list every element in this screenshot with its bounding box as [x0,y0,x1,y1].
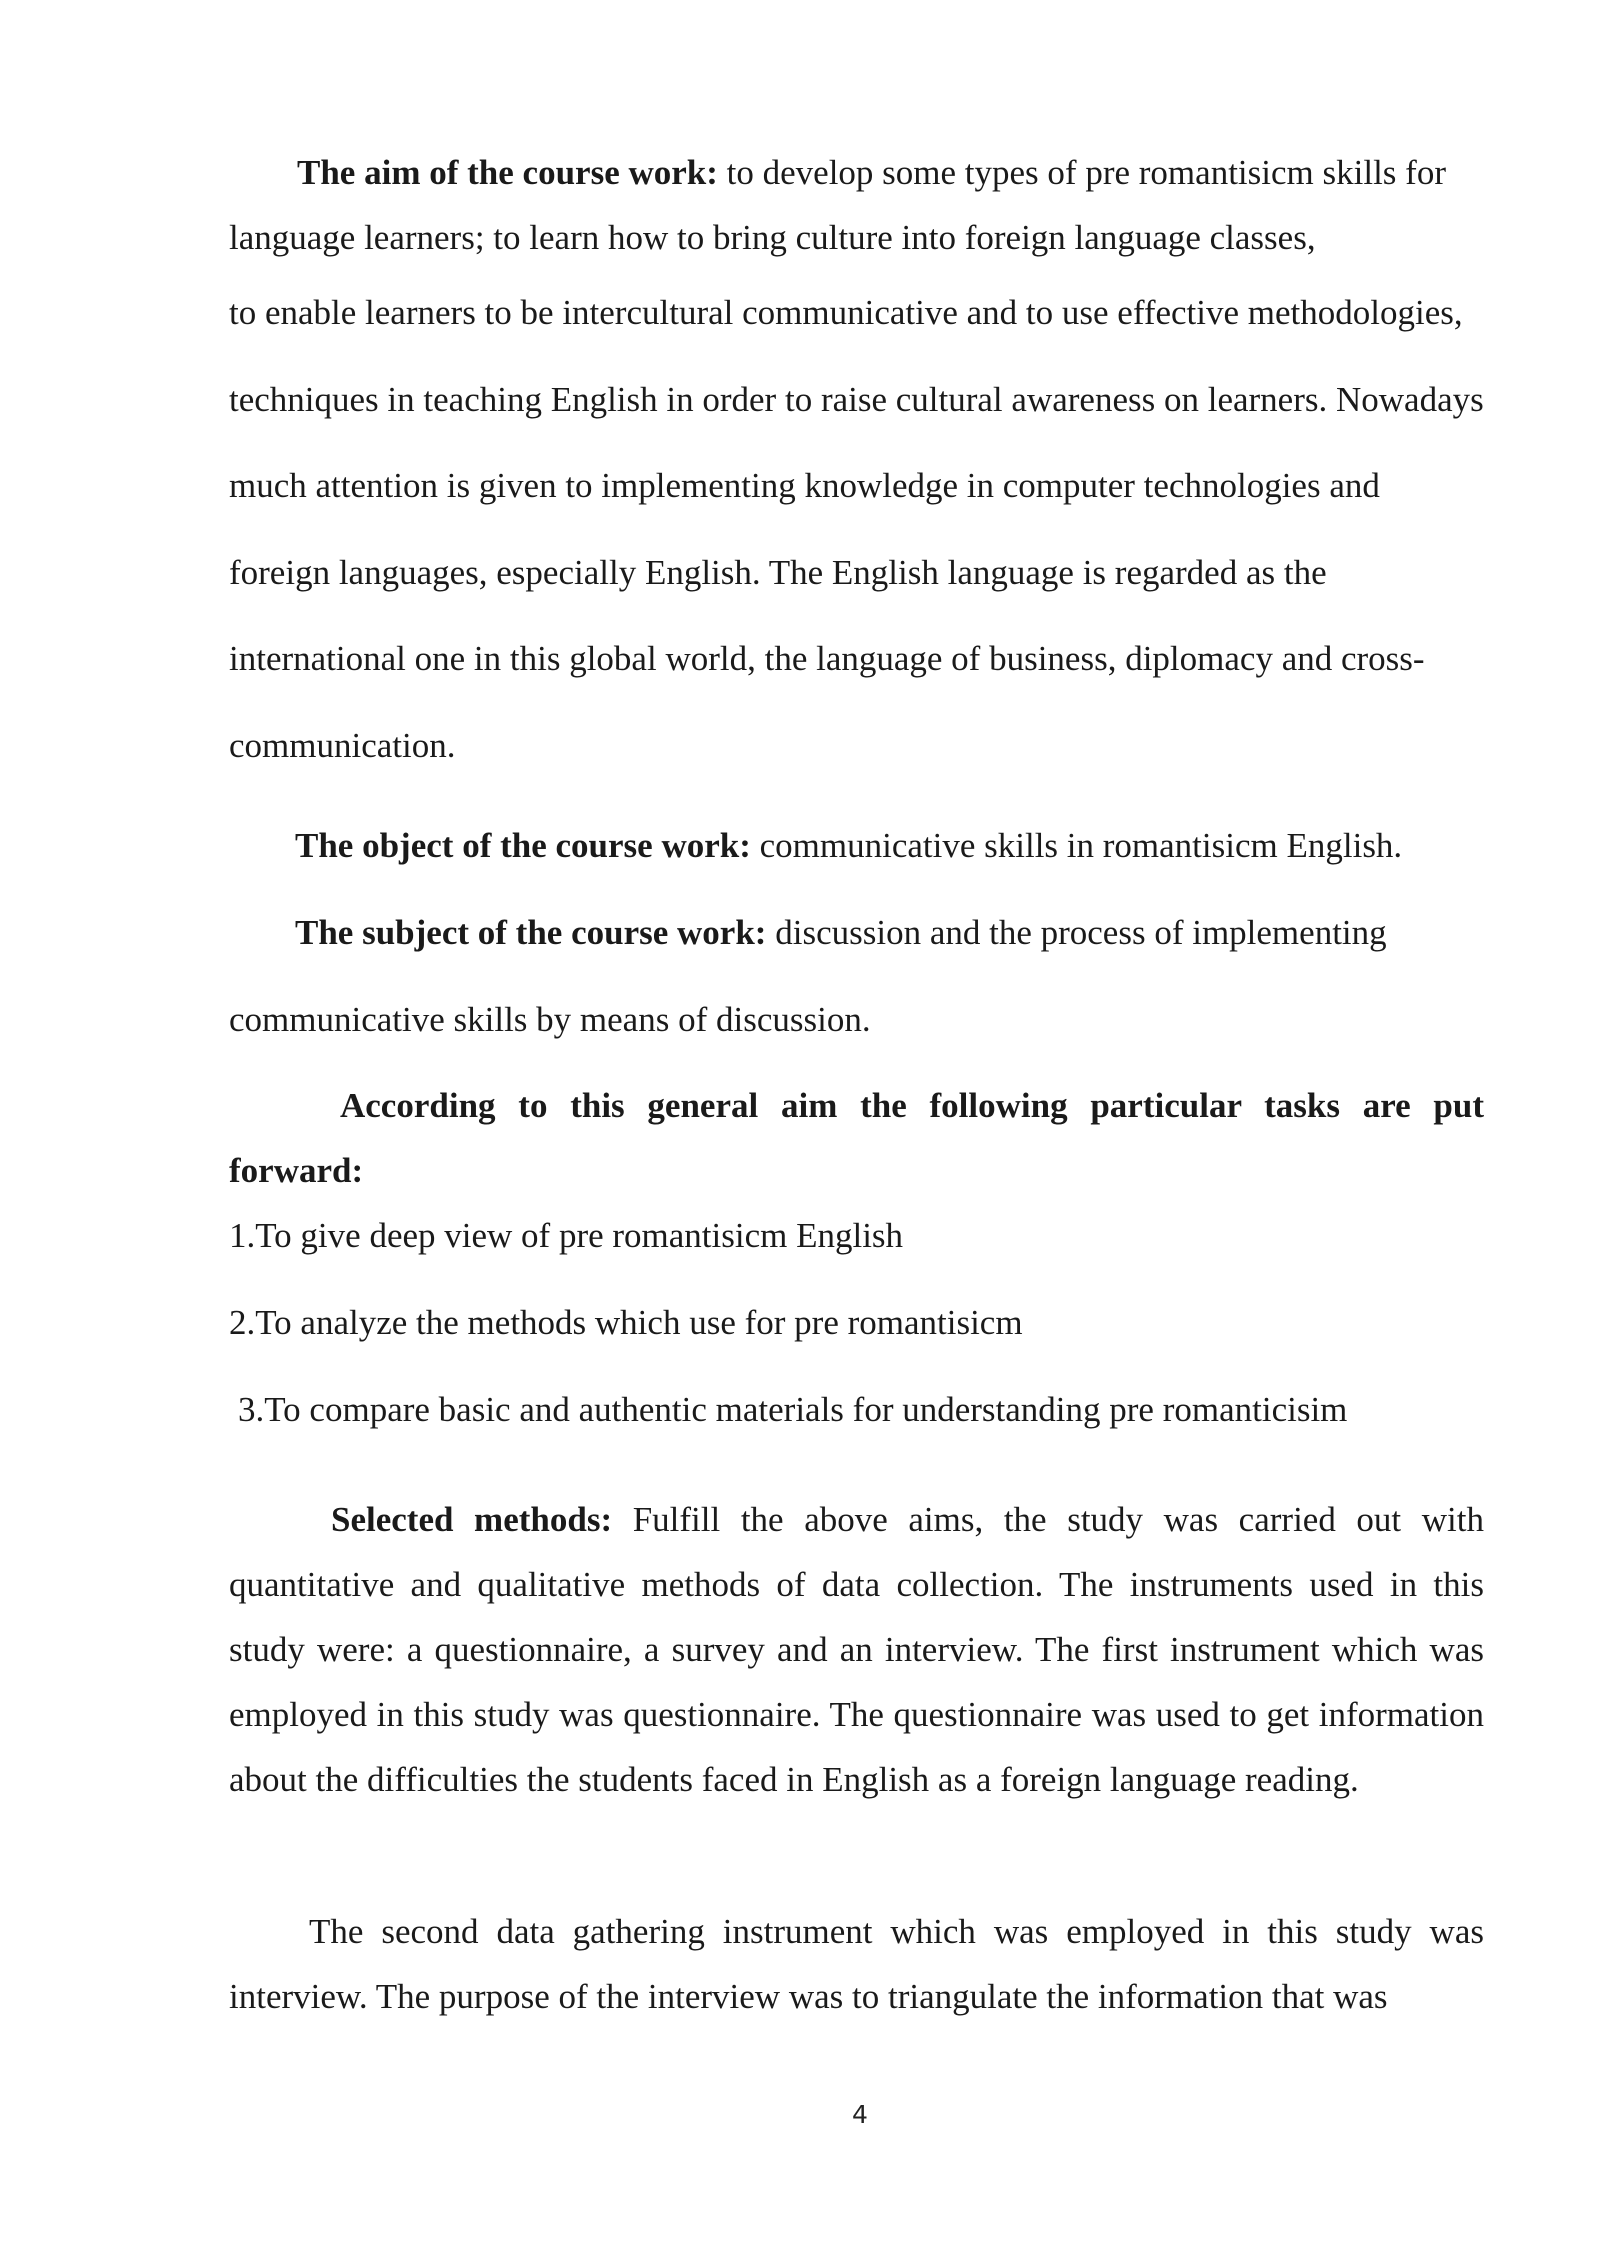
task-item-2: 2.To analyze the methods which use for pre romantisicm [229,1303,1023,1342]
object-paragraph [229,803,1484,890]
aim-first-lines [229,140,1484,270]
second-instrument-paragraph: The second data gathering instrument which was employed in this study was interview. The purpose of the interview was to triangulate the information that was [229,1912,1484,2016]
page-number: 4 [852,2100,868,2129]
task-item-3: 3.To compare basic and authentic materials for understanding pre romanticisim [238,1390,1348,1429]
object-label: The object of the course work: [295,826,751,865]
tasks-heading: According to this general aim the following particular tasks are put forward: [229,1086,1484,1190]
aim-text-rest: to enable learners to be intercultural communicative and to use effective methodologies, techniques in teaching English in order to raise cultural awareness on learners. Nowadays much attention is given to implementing knowledge in computer technologies and foreign languages, especially English. The English language is regarded as the international one in this global world, the language of business, diplomacy and cross-communication. [229,293,1484,765]
aim-label: The aim of the course work: [297,153,718,192]
aim-paragraph [229,140,1484,789]
methods-text: Fulfill the above aims, the study was carried out with quantitative and qualitative methods of data collection. The instruments used in this study were: a questionnaire, a survey and an interview. The first instrument which was employed in this study was questionnaire. The questionnaire was used to get information about the difficulties the students faced in English as a foreign language reading. [229,1500,1484,1799]
task-item-1: 1.To give deep view of pre romantisicm English [229,1216,904,1255]
subject-label: The subject of the course work: [295,913,767,952]
aim-text-first: to develop some types of pre romantisicm skills for language learners; to learn how to bring culture into foreign language classes, [229,153,1446,257]
subject-text: discussion and the process of implementing communicative skills by means of discussion. [229,913,1387,1039]
methods-label: Selected methods: [331,1500,613,1539]
subject-paragraph [229,890,1484,1063]
methods-paragraph [229,1487,1484,1812]
object-text: communicative skills in romantisicm English. [750,826,1403,865]
